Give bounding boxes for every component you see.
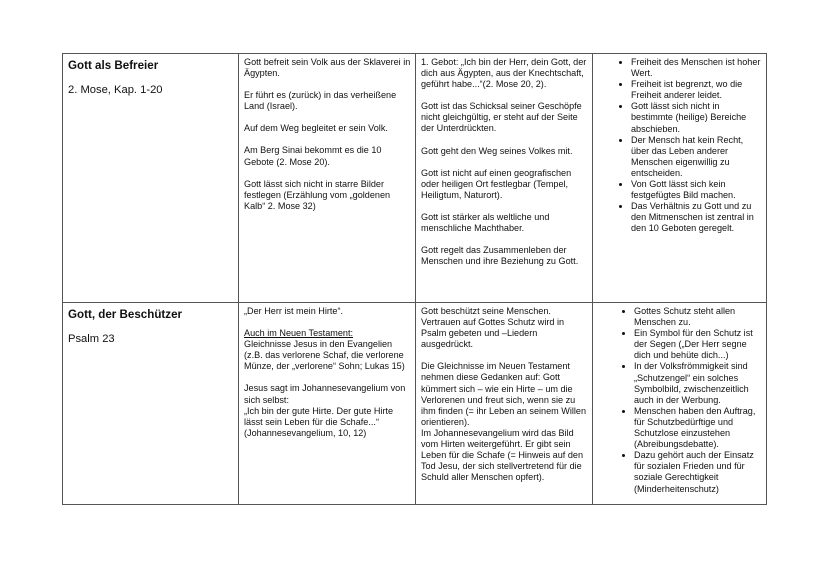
meaning-paragraph: Gott geht den Weg seines Volkes mit.: [421, 145, 573, 156]
meaning-cell: [416, 303, 593, 505]
consequence-list: [598, 306, 762, 495]
meaning-paragraph: Gott regelt das Zusammenleben der Menschen und ihre Beziehung zu Gott.: [421, 245, 579, 267]
john-intro: Jesus sagt im Johannesevangelium von sich selbst:: [244, 383, 406, 405]
list-item: • Ein Symbol für den Schutz ist der Segen („Der Herr segne dich und behüte dich...): [634, 328, 762, 361]
meaning-paragraph: Gott beschützt seine Menschen. Vertrauen auf Gottes Schutz wird in Psalm gebeten und –Liedern ausgedrückt.: [421, 306, 565, 350]
row-reference: Psalm 23: [68, 333, 115, 345]
nt-heading: Auch im Neuen Testament:: [244, 328, 354, 339]
table-row-beschuetzer: [63, 303, 767, 505]
consequence-list: [598, 57, 762, 235]
meaning-cell: [416, 54, 593, 303]
list-item: • Dazu gehört auch der Einsatz für sozialen Frieden und für soziale Gerechtigkeit (Minderheitenschutz): [634, 450, 762, 494]
meaning-paragraph: Die Gleichnisse im Neuen Testament nehmen diese Gedanken auf: Gott kümmert sich – wie ein Hirte – um die Verlorenen und freut sich, wenn sie zu ihm finden (= ihr Leben an seinem Willen orientieren).: [421, 361, 587, 427]
consequence-cell: [593, 54, 767, 303]
john-quote: „Ich bin der gute Hirte. Der gute Hirte lässt sein Leben für die Schafe...“ (Johannesevangelium, 10, 12): [244, 405, 394, 438]
story-paragraph: Er führt es (zurück) in das verheißene Land (Israel).: [244, 90, 397, 112]
story-paragraph: Gott lässt sich nicht in starre Bilder festlegen (Erzählung vom „goldenen Kalb“ 2. Mose 32): [244, 178, 391, 211]
row-title-cell: [63, 303, 239, 505]
story-paragraph: Auf dem Weg begleitet er sein Volk.: [244, 123, 388, 134]
meaning-paragraph: 1. Gebot: „Ich bin der Herr, dein Gott, der dich aus Ägypten, aus der Knechtschaft, geführt habe...“(2. Mose 20, 2).: [421, 57, 587, 90]
meaning-paragraph: Gott ist stärker als weltliche und menschliche Machthaber.: [421, 211, 550, 234]
row-title: Gott als Befreier: [68, 59, 159, 72]
content-table: [62, 53, 767, 505]
list-item: • Freiheit ist begrenzt, wo die Freiheit anderer leidet.: [631, 79, 762, 101]
list-item: • Der Mensch hat kein Recht, über das Leben anderer Menschen eigenwillig zu entscheiden.: [631, 135, 762, 179]
meaning-paragraph: Im Johannesevangelium wird das Bild vom Hirten weitergeführt. Er gibt sein Leben für die Schafe (= Hinweis auf den Tod Jesu, der sich stellvertretend für die Schuld aller Menschen opfert).: [421, 427, 584, 483]
list-item: • Gottes Schutz steht allen Menschen zu.: [634, 306, 762, 328]
meaning-paragraph: Gott ist nicht auf einen geografischen oder heiligen Ort festlegbar (Tempel, Heiligtum, Naturort).: [421, 167, 572, 200]
meaning-paragraph: Gott ist das Schicksal seiner Geschöpfe nicht gleichgültig, er steht auf der Seite der Unterdrückten.: [421, 101, 582, 134]
table-row-befreier: [63, 54, 767, 303]
list-item: • Freiheit des Menschen ist hoher Wert.: [631, 57, 762, 79]
story-cell: [239, 303, 416, 505]
story-paragraph: Am Berg Sinai bekommt es die 10 Gebote (2. Mose 20).: [244, 145, 382, 167]
story-quote: „Der Herr ist mein Hirte“.: [244, 306, 344, 316]
row-title-cell: [63, 54, 239, 303]
row-title: Gott, der Beschützer: [68, 308, 183, 321]
consequence-cell: [593, 303, 767, 505]
nt-text: Gleichnisse Jesus in den Evangelien (z.B. das verlorene Schaf, die verlorene Münze, der „verlorene“ Sohn; Lukas 15): [244, 339, 405, 372]
list-item: • Von Gott lässt sich kein festgefügtes Bild machen.: [631, 179, 762, 201]
list-item: • Gott lässt sich nicht in bestimmte (heilige) Bereiche abschieben.: [631, 101, 762, 134]
row-reference: 2. Mose, Kap. 1-20: [68, 84, 163, 96]
list-item: • Das Verhältnis zu Gott und zu den Mitmenschen ist zentral in den 10 Geboten geregelt.: [631, 201, 762, 234]
story-paragraph: Gott befreit sein Volk aus der Sklaverei in Ägypten.: [244, 57, 411, 79]
list-item: • Menschen haben den Auftrag, für Schutzbedürftige und Schutzlose einzustehen (Abreibungsdebatte).: [634, 406, 762, 450]
list-item: • In der Volksfrömmigkeit sind „Schutzengel“ ein solches Symbolbild, zwischenzeitlich auch in der Werbung.: [634, 361, 762, 405]
story-cell: [239, 54, 416, 303]
